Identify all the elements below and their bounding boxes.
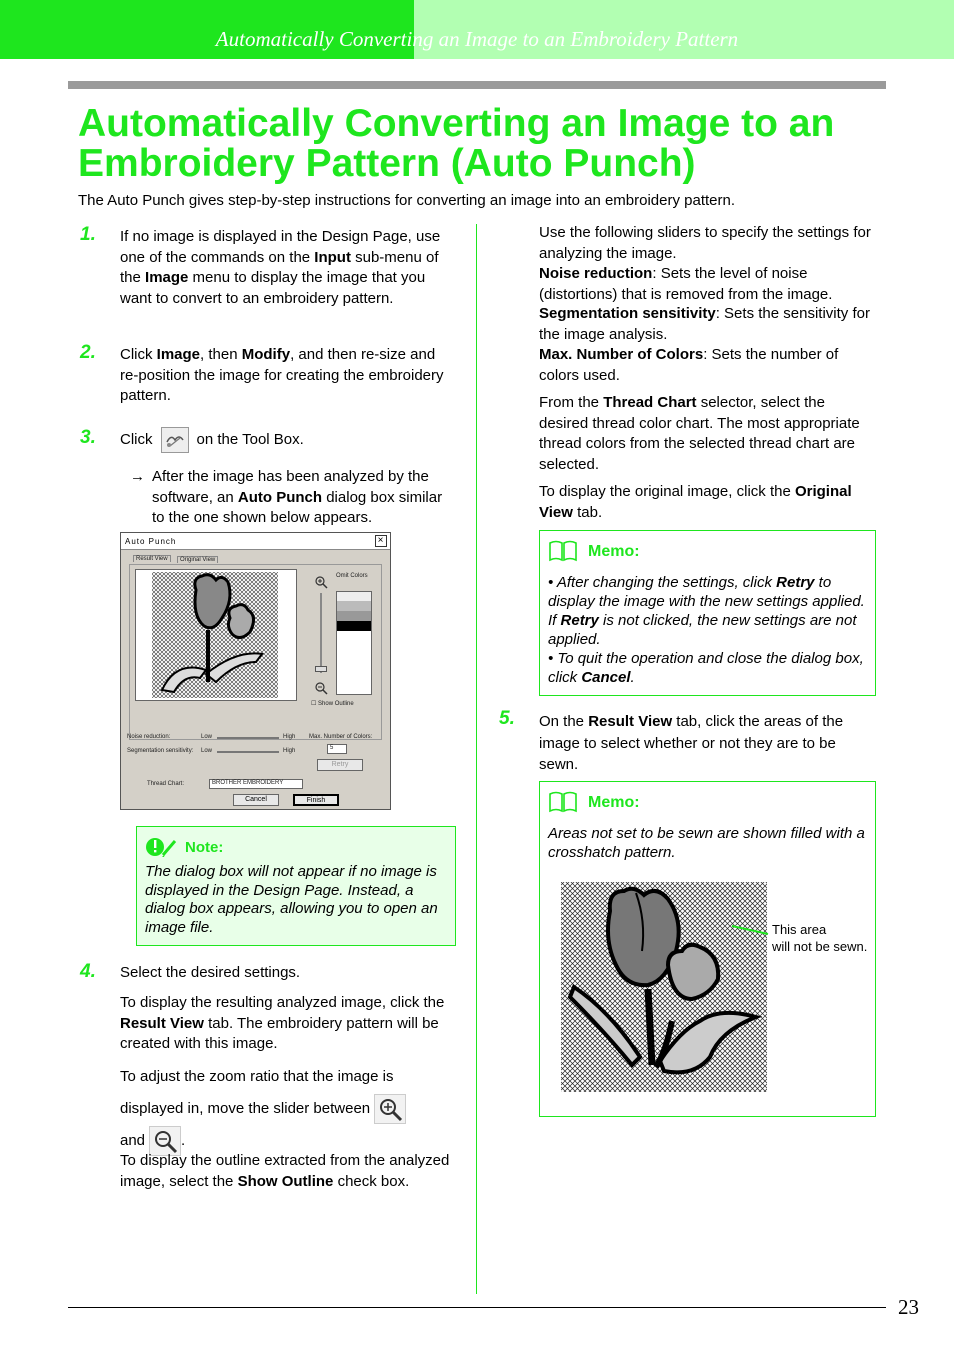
step-3-result: After the image has been analyzed by the software, an Auto Punch dialog box similar to the one shown below appears. — [152, 468, 443, 526]
memo-2-title: Memo: — [588, 794, 640, 811]
noise-high-label: High — [283, 734, 296, 740]
max-colors-label: Max. Number of Colors: — [309, 734, 373, 740]
omit-colors-list[interactable] — [336, 591, 372, 695]
auto-punch-dialog — [120, 532, 391, 810]
dialog-titlebar — [121, 533, 390, 550]
note-box — [136, 826, 456, 946]
step-4-outline-text: To display the outline extracted from the analyzed image, select the Show Outline check box. — [120, 1152, 450, 1190]
memo-box-1 — [539, 530, 876, 696]
zoom-slider-track[interactable] — [320, 593, 322, 673]
note-body: The dialog box will not appear if no image is displayed in the Design Page. Instead, a dialog box appears, allowing you to open an image file. — [145, 863, 438, 936]
callout-label: This area will not be sewn. — [772, 922, 868, 954]
step-3-number: 3. — [80, 427, 96, 448]
dialog-title: Auto Punch — [125, 537, 177, 546]
note-title: Note: — [185, 839, 224, 856]
title-rule — [68, 81, 886, 89]
step-4-zoom-text: To adjust the zoom ratio that the image is displayed in, move the slider between and . — [120, 1061, 450, 1157]
noise-low-label: Low — [201, 734, 213, 740]
omit-colors-label: Omit Colors — [336, 573, 368, 579]
step-1-number: 1. — [80, 224, 96, 245]
zoom-slider-thumb[interactable] — [315, 666, 327, 672]
noise-reduction-slider[interactable] — [217, 737, 279, 739]
segmentation-desc: Segmentation sensitivity: Sets the sensitivity for the image analysis. — [539, 305, 870, 343]
noise-reduction-label: Noise reduction: — [127, 734, 171, 740]
column-divider — [476, 224, 477, 1294]
step-4-number: 4. — [80, 961, 96, 982]
max-colors-spinner[interactable]: 5 — [327, 744, 347, 754]
segmentation-slider[interactable] — [217, 751, 279, 753]
crosshatch-tulip-image — [560, 881, 768, 1093]
step-4-result-view: To display the resulting analyzed image, click the Result View tab. The embroidery pattern will be created with this image. — [120, 994, 445, 1052]
cancel-button[interactable]: Cancel — [233, 794, 279, 806]
tab-original-view[interactable]: Original View — [177, 556, 218, 563]
title-line-2: Embroidery Pattern (Auto Punch) — [78, 142, 696, 185]
original-view-desc: To display the original image, click the Original View tab. — [539, 483, 852, 521]
step-5-number: 5. — [499, 708, 515, 729]
memo-box-2 — [539, 781, 876, 1117]
segmentation-label: Segmentation sensitivity: — [127, 748, 194, 754]
finish-button[interactable]: Finish — [293, 794, 339, 806]
footer-rule — [68, 1307, 886, 1308]
segmentation-high-label: High — [283, 748, 296, 754]
memo-1-bullet-2: • To quit the operation and close the dialog box, click Cancel. — [548, 650, 864, 686]
thread-chart-select[interactable]: BROTHER EMBROIDERY — [209, 779, 303, 789]
step-1-text: If no image is displayed in the Design Page, use one of the commands on the Input sub-menu of the Image menu to display the image that you want to convert to an embroidery pattern. — [120, 228, 441, 307]
step-2-number: 2. — [80, 342, 96, 363]
max-colors-desc: Max. Number of Colors: Sets the number of colors used. — [539, 346, 839, 384]
retry-button[interactable]: Retry — [317, 759, 363, 771]
memo-1-title: Memo: — [588, 543, 640, 560]
title-line-1: Automatically Converting an Image to an — [78, 102, 835, 145]
zoom-in-icon — [374, 1094, 406, 1124]
running-title: Automatically Converting an Image to an Embroidery Pattern — [215, 27, 739, 51]
thread-chart-label: Thread Chart: — [147, 781, 185, 787]
intro-text: The Auto Punch gives step-by-step instructions for converting an image into an embroidery pattern. — [78, 192, 736, 209]
sliders-intro: Use the following sliders to specify the settings for analyzing the image. — [539, 224, 871, 262]
auto-punch-tool-icon — [161, 427, 189, 453]
step-3-text: Click on the Tool Box. — [120, 426, 450, 454]
show-outline-checkbox[interactable]: ☐ Show Outline — [311, 701, 354, 707]
memo-1-bullet-1: • After changing the settings, click Retry to display the image with the new settings applied. If Retry is not clicked, the new settings are not applied. — [548, 574, 865, 648]
page-title — [78, 104, 918, 184]
memo-book-icon — [548, 791, 578, 813]
noise-reduction-desc: Noise reduction: Sets the level of noise (distortions) that is removed from the image. — [539, 265, 833, 303]
step-4-text: Select the desired settings. — [120, 964, 301, 981]
tab-result-view[interactable]: Result View — [133, 555, 171, 562]
result-arrow: → — [130, 468, 145, 485]
step-2-text: Click Image, then Modify, and then re-size and re-position the image for creating the embroidery pattern. — [120, 346, 444, 404]
memo-book-icon — [548, 540, 578, 562]
close-icon[interactable]: × — [375, 535, 387, 547]
note-icon — [145, 835, 179, 859]
zoom-in-icon[interactable] — [314, 575, 328, 589]
memo-2-body: Areas not set to be sewn are shown filled with a crosshatch pattern. — [548, 825, 865, 861]
step-5-text: On the Result View tab, click the areas of the image to select whether or not they are to be sewn. — [539, 713, 844, 773]
page-number: 23 — [898, 1295, 919, 1319]
thread-chart-desc: From the Thread Chart selector, select the desired thread color chart. The most appropriate thread colors from the selected thread chart are selected. — [539, 394, 860, 473]
segmentation-low-label: Low — [201, 748, 213, 754]
preview-canvas[interactable] — [135, 569, 297, 701]
callout-leader-line — [730, 924, 770, 940]
zoom-out-icon[interactable] — [314, 681, 328, 695]
